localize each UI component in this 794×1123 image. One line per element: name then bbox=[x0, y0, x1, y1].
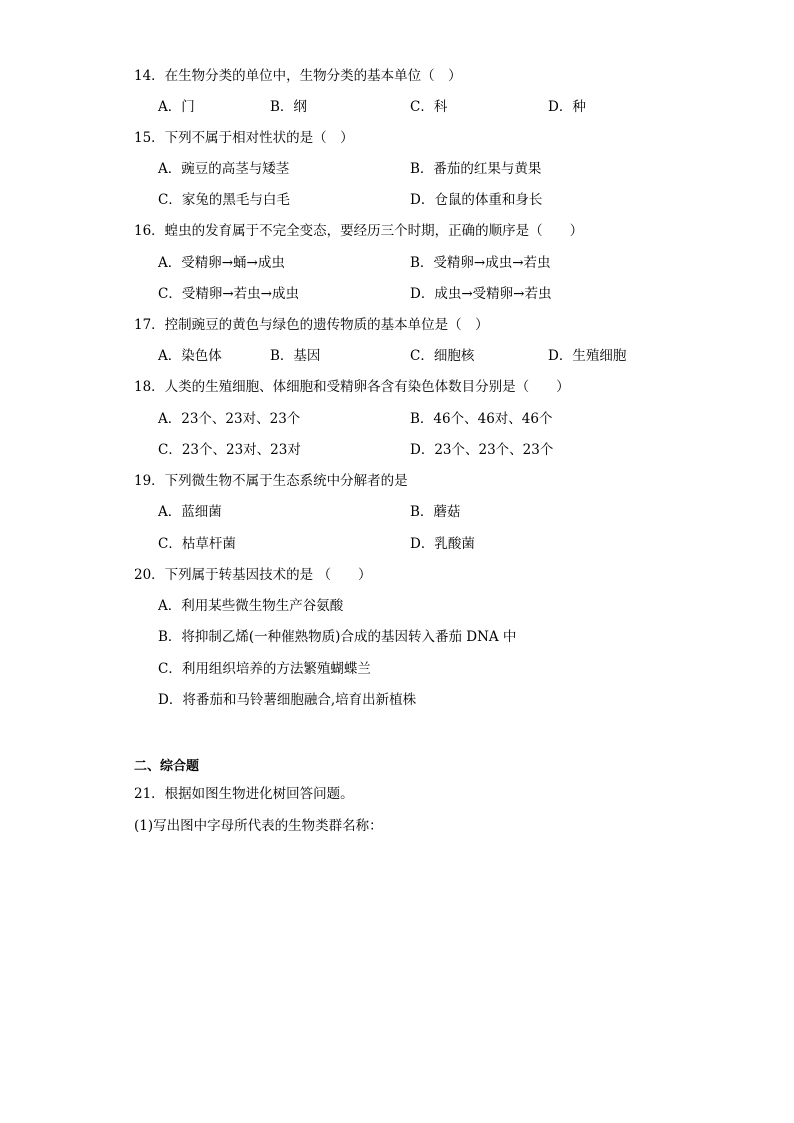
question-18-option-a: A．23个、23对、23个 bbox=[158, 411, 301, 427]
question-16-option-b: B．受精卵→成虫→若虫 bbox=[410, 255, 551, 271]
question-19-option-b: B．蘑菇 bbox=[410, 504, 461, 520]
question-18-stem: 18．人类的生殖细胞、体细胞和受精卵各含有染色体数目分别是（ ） bbox=[134, 379, 570, 395]
question-18-option-b: B．46个、46对、46个 bbox=[410, 411, 553, 427]
question-15-option-c: C．家兔的黑毛与白毛 bbox=[158, 192, 290, 208]
question-17-option-a: A．染色体 bbox=[158, 348, 222, 364]
question-20-option-d: D．将番茄和马铃薯细胞融合,培育出新植株 bbox=[158, 692, 417, 708]
question-14-stem: 14．在生物分类的单位中，生物分类的基本单位（ ） bbox=[134, 68, 462, 84]
question-16-option-c: C．受精卵→若虫→成虫 bbox=[158, 286, 299, 302]
question-17-option-b: B．基因 bbox=[270, 348, 321, 364]
question-19-stem: 19．下列微生物不属于生态系统中分解者的是 bbox=[134, 473, 408, 489]
question-17-option-d: D．生殖细胞 bbox=[548, 348, 627, 364]
question-17-option-c: C．细胞核 bbox=[410, 348, 475, 364]
question-20-option-c: C．利用组织培养的方法繁殖蝴蝶兰 bbox=[158, 661, 371, 677]
question-14-option-d: D．种 bbox=[548, 99, 586, 115]
question-21-stem: 21．根据如图生物进化树回答问题。 bbox=[134, 786, 354, 802]
question-20-option-a: A．利用某些微生物生产谷氨酸 bbox=[158, 598, 344, 614]
question-17-stem: 17．控制豌豆的黄色与绿色的遗传物质的基本单位是（ ） bbox=[134, 317, 489, 333]
section-title: 二、综合题 bbox=[134, 759, 200, 774]
question-15-stem: 15．下列不属于相对性状的是（ ） bbox=[134, 130, 354, 146]
question-14-option-a: A．门 bbox=[158, 99, 195, 115]
question-18-option-d: D．23个、23个、23个 bbox=[410, 442, 554, 458]
question-20-stem: 20．下列属于转基因技术的是 （ ） bbox=[134, 567, 372, 583]
question-19-option-d: D．乳酸菌 bbox=[410, 536, 475, 552]
question-15-option-a: A．豌豆的高茎与矮茎 bbox=[158, 161, 290, 177]
question-16-option-a: A．受精卵→蛹→成虫 bbox=[158, 255, 285, 271]
question-16-stem: 16．蝗虫的发育属于不完全变态，要经历三个时期，正确的顺序是（ ） bbox=[134, 223, 584, 239]
question-14-option-c: C．科 bbox=[410, 99, 448, 115]
question-15-option-d: D．仓鼠的体重和身长 bbox=[410, 192, 543, 208]
question-20-option-b: B．将抑制乙烯(一种催熟物质)合成的基因转入番茄 DNA 中 bbox=[158, 629, 517, 645]
question-19-option-a: A．蓝细菌 bbox=[158, 504, 222, 520]
question-16-option-d: D．成虫→受精卵→若虫 bbox=[410, 286, 552, 302]
question-18-option-c: C．23个、23对、23对 bbox=[158, 442, 301, 458]
question-21-sub1: (1)写出图中字母所代表的生物类群名称： bbox=[134, 818, 383, 834]
question-14-option-b: B．纲 bbox=[270, 99, 307, 115]
question-15-option-b: B．番茄的红果与黄果 bbox=[410, 161, 542, 177]
question-19-option-c: C．枯草杆菌 bbox=[158, 536, 236, 552]
